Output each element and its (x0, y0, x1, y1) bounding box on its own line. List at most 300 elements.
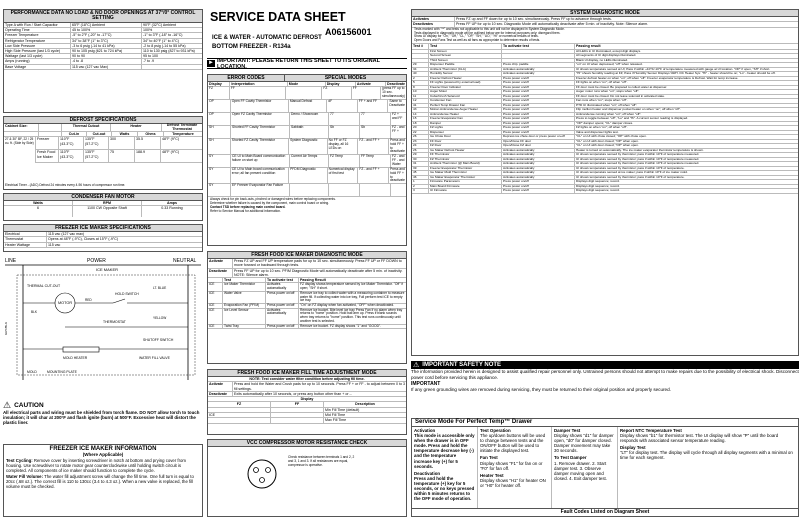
error-row-cell: OP (208, 100, 231, 112)
ffim-row-cell: Activates automatically (266, 283, 299, 290)
ffim-row-cell: ICE (208, 309, 223, 324)
fill-row-cell: Min Fill Time (default) (325, 407, 360, 412)
perfect-col-ntc (618, 427, 798, 509)
condenser-title: CONDENSER FAN MOTOR (4, 194, 202, 201)
water-fill-paragraph (6, 474, 200, 489)
error-row-cell: System Diagnostic (289, 139, 328, 154)
error-row-cell: CE UI to Main board communication error; all fan present condition (231, 168, 289, 183)
ffim-row-cell: ICE (208, 292, 223, 303)
sysdiag-row-cell: Ice Chute Door (429, 135, 502, 139)
caution-text: All electrical parts and wiring must be shielded from torch flame. DO NOT allow torch to touch insulation; it will char at 200°F and flash ignite (burn) at 500°F. Excessive heat will distort the plastic liner. (3, 410, 200, 426)
perf-row-cell: Low Side Pressure (4, 44, 71, 48)
perf-row-cell: -2 to 8 psig (-14 to 55 kPa) (143, 43, 186, 48)
error-row-cell: FZ - and FF + (358, 168, 389, 183)
sysdiag-row-cell: 15 (412, 117, 429, 121)
sysdiag-row-cell: "on" on UI when depressed; "off" when released. (576, 62, 643, 67)
perfect-temp-service-box (411, 418, 799, 517)
fill-row-cell (271, 418, 324, 422)
fill-activate-row (208, 382, 406, 392)
wiring-svg (3, 255, 203, 395)
sysdiag-row-cell: Flip mullion heater and dispenser pocket heater on when "on"; off when "off". (576, 107, 681, 112)
perfect-col-test-op (478, 427, 552, 509)
fill-deactivate-text: Exits automatically after 10 seconds, or press any button other than + or -. (234, 391, 352, 396)
condenser-row (4, 206, 202, 217)
sysdiag-row-cell: FZ lights on when "on"; off when "off". (576, 125, 628, 130)
sysdiag-row-cell: UI Firmware (429, 189, 502, 193)
error-row-cell: FZ + and FF (392, 112, 403, 120)
sysdiag-row-cell: 29 (412, 63, 429, 67)
sysdiag-row-cell: 10 (412, 90, 429, 94)
error-note-4: Refer to Service Manual for additional information. (210, 208, 281, 213)
sysdiag-row-cell: UI shows temperature sensed by thermistor; pass if within 10°F of temperature. (576, 174, 685, 179)
fill-note: NOTE: Test consider water filter condition before adjusting fill time. (249, 377, 365, 381)
sysdiag-row-cell: UI shows temperature sensed by thermistor; pass if within 10°F of temperature. (576, 165, 685, 170)
fill-title: FRESH FOOD ICE MAKER FILL TIME ADJUSTMENT MODE (208, 370, 406, 377)
sysdiag-row-cell: 22 (412, 131, 429, 135)
error-row-cell: FZ - and FF - and Water (392, 154, 405, 166)
condenser-amps: 0.33 Running (161, 206, 183, 211)
test-op-text: The up/down buttons will be used to change between tests and the ON/OFF button will be used to initiate the displayed test. (480, 433, 546, 454)
condenser-rpm: 1100 CW Opposite Shaft (73, 206, 142, 217)
defrost-row-cell: 35.5 (135, 137, 161, 149)
ffim-row-cell: ICE (208, 325, 223, 329)
defrost-th-cutout: Cut-out (87, 132, 112, 136)
activation-title: Activation (414, 428, 436, 433)
warning-icon: ⚠ (3, 400, 12, 410)
performance-title: PERFORMANCE DATA NO LOAD & NO DOOR OPENINGS AT 37°/0° CONTROL SETTING (4, 10, 202, 23)
sysdiag-rows (412, 50, 798, 194)
sysdiag-row (412, 189, 798, 194)
error-row-cell: FF (352, 87, 381, 99)
error-row-cell: Press and hold FF + to deactivate (389, 138, 405, 154)
sysdiag-row-cell: Freezer Evaporator Thermistor (429, 167, 502, 171)
wire-ltblue-label: LT. BLUE (153, 286, 167, 290)
safety-note (411, 361, 799, 413)
sys-th-num: Test # (412, 44, 429, 48)
sysdiag-row-cell: Freezer Door Indicator (429, 86, 502, 90)
defrost-th-heater: Heater (111, 124, 162, 131)
sysdiag-row-cell: 5 (412, 81, 429, 85)
sysdiag-row-cell: Press power on/off (502, 180, 575, 184)
sysdiag-bullet: Show UI display for "On," "Off," "CL," "OP," "SH," "UO," "HI" or numerical results of tests. (414, 34, 539, 39)
sysdiag-row-cell: 39 (412, 167, 429, 171)
ffim-row (208, 325, 406, 330)
perf-row-cell: 90°F (32°C) Ambient (143, 23, 177, 27)
heater-test-text: Display shows "H1" for heater ON or "H0" for heater off. (480, 477, 546, 488)
important-label: IMPORTANT (411, 381, 441, 388)
sysdiag-row-cell: Ambient Thermistor (CLA) (429, 68, 502, 72)
perf-row-cell: 34° to 40°F (1° to 4°C) (143, 38, 179, 43)
sysdiag-row-cell (502, 50, 575, 54)
sysdiag-row-cell: Activates automatically (502, 167, 575, 171)
sysdiag-row-cell: 1 (412, 180, 429, 184)
ffim-row-cell: Press power on/off (266, 304, 299, 308)
fill-th-desc: Description (355, 402, 375, 407)
err-th-deactivate: Deactivate (387, 82, 406, 86)
sysdiag-row-cell: FF door must be closed. Do not leave solenoid in activated state. (576, 93, 665, 98)
defrost-row-cell: 110°F (43.3°C) (59, 137, 84, 149)
deactivation-text: Press and hold the temperature (+) key for 5 seconds, or no keys pressed within 5 minutes returns to the OFF mode of operation. (414, 475, 475, 502)
sysdiag-row-cell: FZ Lights (429, 126, 502, 130)
sysdiag-row-cell: 12 (412, 99, 429, 103)
error-row (208, 168, 406, 184)
error-row (208, 184, 406, 197)
error-row-cell: SH (208, 126, 231, 138)
perf-row-cell: Freezer Temperature (4, 33, 71, 37)
icemaker-spec-row-cell: Electrical (4, 232, 47, 236)
defrost-row-cell: 48°F (9°C) (162, 137, 180, 142)
vcc-title: VCC COMPRESSOR MOTOR RESISTANCE CHECK (208, 440, 406, 447)
return-banner (207, 58, 407, 69)
error-row-cell: Press and hold FF + to deactivate (389, 167, 405, 183)
ice-maker-wiring-diagram (3, 255, 203, 395)
err-th-activate: Activate (356, 82, 386, 86)
fill-activate-label: Activate (208, 382, 233, 391)
sysdiag-bullet: Tests displayed in diagnostic mode will be outlined below are for internal purposes only; disregard them. (414, 30, 561, 35)
ffim-row-cell: Press power on/off (266, 325, 299, 329)
wire-red-label: RED (85, 298, 92, 302)
power-label: POWER (87, 258, 106, 264)
perf-row-cell: 34° to 38°F (1° to 3°C) (71, 39, 142, 43)
defrost-row-cell: 188.9 (135, 150, 161, 162)
sysdiag-row-cell: 24 (412, 144, 429, 148)
ice-maker-label: ICE MAKER (96, 267, 119, 272)
mold-label: MOLD (27, 370, 37, 374)
caution-box (3, 401, 203, 441)
perf-row-cell (142, 65, 202, 69)
info-subtitle: (Where Applicable) (82, 452, 124, 457)
defrost-row-cell: 48°F (9°C) (162, 150, 180, 155)
sysdiag-row-cell: Damper (429, 122, 502, 126)
sysdiag-row-cell: Anticondense running when "on"; off when "off". (576, 111, 642, 116)
ffim-deactivate-label: Deactivate (208, 269, 233, 278)
freezer-ice-maker-spec-table (3, 224, 203, 252)
err-th-mode-display: Display (326, 82, 356, 86)
perf-row-cell: 110 to 130 psig (827 to 931 kPa) (143, 49, 195, 54)
error-row-cell: FF Temp (360, 155, 391, 167)
sysdiag-row-cell: Press power on/off (502, 131, 575, 135)
hold-switch-symbol (113, 299, 125, 303)
sysdiag-row-cell: Ice Maker Evaporator Thermistor (429, 176, 502, 180)
fill-row (208, 418, 406, 423)
error-row-cell: FZ Temp (329, 155, 360, 167)
sysdiag-row-cell (412, 50, 429, 54)
perf-row-cell: -5° to 2°F (-20° to -17°C) (71, 33, 142, 37)
error-row-cell: dF (327, 100, 358, 112)
safety-text: The information provided herein is designed to assist qualified repair personnel only. Untrained persons should not attempt to make repairs due to the possibility of electrical shock. Disconnect power cord before servicing this appliance. (411, 369, 799, 380)
fault-codes-footer: Fault Codes Listed on Diagram Sheet (412, 508, 798, 516)
condenser-th-watts: Watts (4, 201, 73, 205)
defrost-note: Electrical Timer - (ADC) Defrost 24 minutes every 4-96 hours of compressor run time. (5, 183, 126, 188)
fill-row-cell: Max Fill Time (325, 418, 347, 423)
sysdiag-row-cell: "CL" on UI with chute closed; "OP" with chute open. (576, 134, 647, 139)
error-note-2: Determine whether failure is caused by the component, main control board or wiring. (210, 200, 330, 205)
ffim-row-cell: Activates automatically (266, 309, 299, 324)
condenser-watts: 6 (4, 206, 73, 217)
wire-yel-label: YELLOW (153, 316, 167, 320)
error-row-cell: Shorted FF Cavity Thermistor (231, 126, 290, 138)
damper-steps-text: 1. Remove drawer. 2. Start damper test. 3. Observe damper moving open and closed. 4. Exit damper test. (554, 460, 607, 481)
sysdiag-row-cell: 43 (412, 108, 429, 112)
sysdiag-row-cell: 46 (412, 176, 429, 180)
icemaker-spec-row-cell: Opens at 48°F (-9°C), Closes at 15°F (-9°C) (48, 237, 119, 242)
sysdiag-row-cell: Freezer Defrost Heater (429, 77, 502, 81)
sysdiag-row-cell: PTD UI illuminated when "on"; off when "off". (576, 102, 638, 107)
sysdiag-row-cell: 23 (412, 140, 429, 144)
error-row-cell: FZ - and FF + (392, 125, 405, 133)
defrost-th-term: Defrost Terminate Thermostat (166, 123, 198, 131)
ffim-row-cell: Evaporation Fan (PFIM) (223, 304, 266, 308)
sysdiag-row-cell: 45 (412, 171, 429, 175)
error-row-cell (391, 184, 406, 196)
sysdiag-row-cell: Second Screen (429, 54, 502, 58)
sysdiag-row-cell: "CL" on UI with door closed; "OP" when open. (576, 143, 639, 148)
perfect-title: Service Mode For Perfect Temp™ Drawer (412, 419, 798, 427)
sysdiag-row-cell: UI shows temperature sensed at ice maker; pass if within 10°F of ice maker mold. (576, 170, 688, 175)
perf-row-cell: -1° to 3°F (-18° to -16°C) (143, 33, 183, 38)
ffim-row-cell: Press power on/off (266, 292, 299, 303)
sysdiag-row-cell: Press power on/off (502, 104, 575, 108)
perf-row-cell: Operating Time (4, 28, 71, 32)
sysdiag-row-cell: Freezer Evaporator Fan (429, 117, 502, 121)
damper-steps-title: To Test Damper (554, 455, 587, 461)
wire-blk-label: BLK (31, 310, 38, 314)
sysdiag-deactivate-text: Press FF UP for up to 10 sec. Diagnostic Mode will automatically deactivate after 5 min. of inactivity. Note: Silence alarm. (456, 22, 649, 27)
sysdiag-row-cell: 41 (412, 104, 429, 108)
ffim-diagnostic-table (207, 251, 407, 364)
sysdiag-row-cell: Activates automatically (502, 72, 575, 76)
fill-display-label: Display (300, 397, 314, 402)
defrost-title: DEFROST SPECIFICATIONS (4, 117, 202, 124)
icemaker-spec-title: FREEZER ICE MAKER SPECIFICATIONS (4, 225, 202, 232)
sysdiag-row-cell: Ice Maker Defrost Heater (429, 149, 502, 153)
deactivation-title: Deactivation (414, 470, 441, 476)
error-row-cell: SY (208, 168, 231, 183)
ffim-row-cell: Remove ice bucket. FZ display shows "1" and "GOOD". (300, 323, 382, 328)
line-label: LINE (5, 258, 17, 264)
ffim-row-cell: Water Valve (223, 292, 266, 303)
fill-row-cell (208, 408, 271, 412)
err-th-display: Display (208, 82, 230, 86)
sysdiag-bullet: Open Doors and Fans Test as well as all fans as appropriate to determine results of tests. (414, 38, 541, 43)
info-title: FREEZER ICE MAKER INFORMATION (49, 446, 157, 452)
damper-test-text: Display shows "d1" for damper open, "d0" for damper closed. Damper movement may take 30 seconds. (554, 433, 614, 454)
sysdiag-row-cell: 2 (412, 185, 429, 189)
sysdiag-row-cell: FF Lights (powered by external load) (429, 81, 502, 85)
vcc-resistance-box (207, 439, 407, 517)
error-row-cell: Demo / Showroom (290, 113, 329, 125)
perf-row-cell: Amps (running) (4, 59, 71, 63)
ffim-activate-text: Press FZ UP and FF UP temperature pads for up to 10 sec. simultaneously. Press FF UP or FF DOWN to move forward or backward through tests. (234, 259, 402, 268)
sysdiag-row-cell: Open/Close FF door (502, 140, 575, 144)
sysdiag-row-cell: "HI" shows humidity reading at FZ; Pass if Humidity Sensor Displays %RH. DC Heater Sys: "HI" - heater should be on; "Lo" - heater should be off. (576, 71, 776, 76)
heater-test-title: Heater Test (480, 472, 504, 478)
sysdiag-row-cell: "CL" on UI with door closed; "OP" when open. (576, 138, 639, 143)
important-text: If any green grounding wires are removed during servicing, they must be returned to their original position and properly secured. (411, 387, 671, 393)
plate-label: MOUNTING PLATE (47, 370, 77, 374)
sysdiag-row-cell: Displays digit sequence; record. (576, 183, 620, 188)
error-row-cell: Sabbath (290, 126, 329, 138)
error-row-cell: SH (208, 139, 231, 154)
sysdiag-row-cell (502, 54, 575, 58)
sysdiag-row-cell: 14 (412, 113, 429, 117)
ffim-row-cell: Remove ice bucket. Bite level ice tray Press Fan if no alarm when tray returns to "home" position. Hold bail arm up. Press if blank sounds when tray returns to "home" position. This test runs continuously until another test is selected. (300, 307, 403, 323)
sysdiag-row-cell: FF Door (429, 140, 502, 144)
error-row-cell: OP (208, 113, 231, 125)
error-row-cell: Same to Deactivate (389, 99, 405, 107)
sysdiag-row-cell: Activates automatically (502, 171, 575, 175)
sysdiag-row-cell: Press power on/off (502, 185, 575, 189)
sys-th-result: Passing result (576, 44, 601, 49)
test-cycling-label: Test Cycling: (6, 458, 33, 463)
sysdiag-row-cell: FZ Thermistor (429, 158, 502, 162)
performance-rows (4, 23, 202, 70)
sysdiag-row-cell: Third Screen (429, 59, 502, 63)
error-row-cell: SY (208, 184, 231, 196)
sysdiag-row-cell (412, 54, 429, 58)
icemaker-spec-row-cell: 115 vac (127 vac max) (48, 232, 85, 236)
sysdiag-row-cell: Press power on/off (502, 90, 575, 94)
defrost-body (4, 137, 202, 163)
error-row-cell: FZ (322, 87, 351, 99)
sysdiag-row-cell: 2 (412, 77, 429, 81)
sysdiag-row-cell: Firmware Parameters (429, 180, 502, 184)
error-row-cell: FF + and FF (358, 100, 389, 112)
part-number: A06156001 (325, 27, 372, 37)
fill-row-cell: Mid Fill Time (325, 413, 346, 418)
defrost-th-watts: Watts (112, 132, 138, 136)
perfect-columns (412, 427, 798, 509)
perf-row-cell: 115 vac (127 vac Max) (71, 65, 142, 69)
neutral-label: NEUTRAL (173, 258, 197, 264)
perf-row-cell: 90 to 105 psig (621 to 724 kPa) (71, 49, 142, 53)
defrost-row (36, 150, 202, 163)
sysdiag-row-cell: 11 (412, 95, 429, 99)
error-row-cell: Sb (360, 126, 391, 138)
condenser-th-rpm: RPM (73, 201, 142, 205)
holding-switch-label: HOLD SWITCH (115, 292, 139, 296)
sysdiag-row-cell: 31 (412, 162, 429, 166)
defrost-rows (36, 137, 202, 163)
fill-rows (208, 408, 406, 424)
icemaker-spec-row-cell: Heater Wattage (4, 243, 47, 247)
defrost-row-cell: 135°F (57.2°C) (84, 137, 109, 149)
error-row-cell: Open FF Cavity Thermistor (231, 100, 289, 112)
sysdiag-row-cell: Press power on/off (502, 117, 575, 121)
error-row-cell: Manual Defrost (289, 100, 327, 112)
sysdiag-row-cell: Depress ice chute door or press power on-off (502, 135, 575, 139)
ffim-row-cell: Ice Maker Thermistor (223, 283, 266, 290)
perf-row-cell: Base Voltage (4, 65, 71, 69)
water-fill-text: The water fill adjustment screw will change the fill time. One full turn is equal to 20cc (.68 oz.). The correct fill is 110 to 130cc (3.4 to 4.3 oz.). When a new valve is replaced, the fill volume must be checked. (6, 474, 194, 489)
sys-th-test: Test (429, 44, 502, 48)
sysdiag-row-cell: Main Board Firmware (429, 185, 502, 189)
sysdiag-row-cell: 26 (412, 149, 429, 153)
sysdiag-row-cell: UI shows temperature sensed by thermistor; pass if within 10°F of temperature measured. (576, 161, 700, 166)
perf-row-cell: 95 to 100 (143, 54, 158, 59)
ffim-row-cell: FZ display shows temperature sensed by Ice Maker Thermistor. "Off" if open; "SH" if short. (300, 282, 403, 291)
sysdiag-row-cell: Displays digit sequence; record. (576, 188, 620, 193)
ffim-th-activate: To activate test (266, 278, 299, 282)
sysdiag-row-cell: Activates automatically (502, 68, 575, 72)
error-row-cell: PFDM Diagnostic (289, 168, 328, 183)
sysdiag-row-cell: Press power on/off (502, 122, 575, 126)
defrost-row-cell: 75 (109, 150, 135, 162)
perfect-col-activation (412, 427, 478, 509)
sysdiag-row-cell: 30 (412, 158, 429, 162)
ffim-th-test: Test (223, 278, 266, 282)
sysdiag-row-cell: Ice Maker Mold Thermistor (429, 171, 502, 175)
sysdiag-row-cell: 18 (412, 122, 429, 126)
perf-row-cell: -3 to 6 psig (-14 to 41 kPa) (71, 44, 142, 48)
mold-heater-symbol (63, 347, 99, 352)
error-row-cell: 77 (360, 113, 391, 125)
activation-text: This mode is accessible only when the drawer is in OFF mode. Press and hold the temperature decrease key (-) and the temperature increase key (+) for 5 seconds. (414, 433, 475, 469)
sys-th-activate: To activate test (502, 44, 575, 48)
ffim-deactivate-text: Press FF UP for up to 10 sec. PFIM Diagnostic Mode will automatically deactivate after 5 min. of inactivity. NOTE: Silence alarm. (234, 268, 403, 277)
defrost-th-cutin: Cut-in (62, 132, 87, 136)
sysdiag-deactivate-label: Deactivates (412, 22, 455, 26)
error-row-cell: CE UI to Main Board communication failure on start up (231, 155, 290, 167)
sysdiag-row-cell: Activates automatically (502, 153, 575, 157)
sysdiag-activate-text: Press FZ up and FF down for up to 10 sec. simultaneously. Press FF up to advance through tests. (456, 17, 612, 21)
error-row-cell (290, 184, 329, 196)
water-valve-label: WATER FILL VALVE (139, 356, 170, 360)
condenser-fan-table (3, 193, 203, 221)
sysdiag-row-cell: Humidity Sensor (429, 72, 502, 76)
ffim-th-result: Passing Result (300, 278, 326, 283)
fan-test-text: Display shows "F1" for fan on or "F0" for fan off. (480, 460, 543, 471)
compressor-terminal-icon (242, 454, 282, 494)
sysdiag-row-cell: Auger Motor (429, 90, 502, 94)
fill-row-cell (208, 418, 271, 422)
test-cycling-paragraph (6, 458, 200, 473)
sheet-subtitle2: BOTTOM FREEZER - R134a (212, 44, 291, 50)
error-row-cell: FZ - and FF + (358, 139, 389, 154)
safety-title: IMPORTANT SAFETY NOTE (422, 362, 502, 368)
sysdiag-row-cell: Press power on/off (502, 95, 575, 99)
ffim-row-cell: ICE (208, 304, 223, 308)
error-row-cell: EF Freezer Evaporator Fan Failure (231, 184, 290, 196)
sysdiag-row-cell: First Screen (429, 50, 502, 54)
sysdiag-row-cell: 29 (412, 153, 429, 157)
error-row-cell: Sb (329, 126, 360, 138)
sysdiag-row-cell: Condenser Fan (429, 99, 502, 103)
error-row-cell: Open FZ Cavity Thermistor (231, 113, 290, 125)
defrost-th-ohms: Ohms (138, 132, 164, 136)
sheet-subtitle1: ICE & WATER - AUTOMATIC DEFROST (212, 35, 322, 41)
sysdiag-row-cell: Heater is turned on automatically. The ice maker evaporator thermistor temperature is shown. (576, 147, 704, 152)
sysdiag-row-cell: 40 (412, 72, 429, 76)
perf-row-cell: Type A with Run / Start Capacitor (4, 23, 71, 27)
defrost-spec-table (3, 116, 203, 190)
performance-data-table (3, 9, 203, 113)
sysdiag-activate-label: Activates (412, 17, 455, 21)
sysdiag-row-cell: Press power on/off (502, 77, 575, 81)
perf-row-cell: 100% (143, 28, 153, 33)
fan-test-title: Fan Test (480, 455, 498, 461)
sysdiag-row-cell: Press power on/off (502, 108, 575, 112)
sysdiag-row-cell: Press power on/off (502, 126, 575, 130)
error-row-cell: (press FF up to 10 sec. simultaneously) (382, 86, 405, 98)
fill-th-ff: FF (271, 402, 324, 406)
ffim-row-cell: "On" on FZ display when fan activated, "OFF" when deactivated. (300, 303, 395, 307)
error-row-cell (360, 184, 391, 196)
perf-row-cell: 90 to 90 (71, 54, 142, 58)
thermostat-label: THERMOSTAT (103, 320, 126, 324)
sysdiag-row-cell: Fan runs when "on"; stops when "off". (576, 98, 628, 103)
sysdiag-row-cell: FZ Door (429, 144, 502, 148)
